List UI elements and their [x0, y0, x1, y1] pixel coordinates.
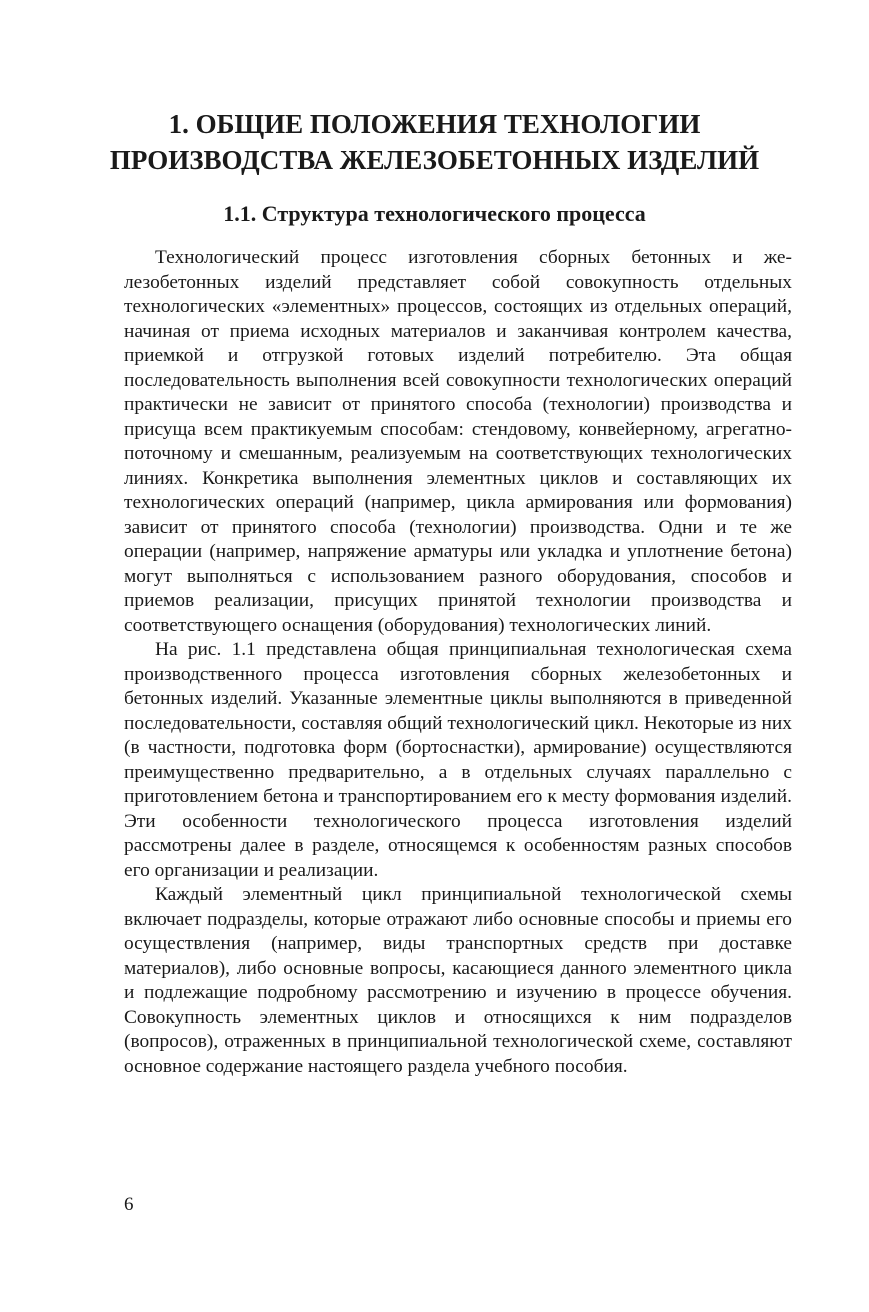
body-text	[124, 246, 792, 1079]
section-title: 1.1. Структура технологического процесса	[223, 201, 646, 226]
paragraph-1: Технологический процесс изготовления сборных бетонных и железобетонных изделий представляет собой совокупность отдельных технологических «элементных» процессов, состоящих из отдельных операций, начиная от приема исходных материалов и заканчивая контролем качества, приемкой и отгрузкой готовых изделий потребителю. Эта общая последовательность выполнения всей совокупности технологических операций практически не зависит от принятого способа (технологии) производства и присуща всем практикуемым способам: стендовому, конвейерному, агрегатно-поточному и смешанным, реализуемым на соответствующих технологических линиях. Конкретика выполнения элементных циклов и составляющих их технологических операций (например, цикла армирования или формования) зависит от принятого способа (технологии) производства. Одни и те же операции (например, напряжение арматуры или укладка и уплотнение бетона) могут выполняться с использованием разного оборудования, способов и приемов реализации, присущих принятой технологии производства и соответствующего оснащения (оборудования) технологических линий.	[124, 247, 792, 636]
chapter-title-line-2: ПРОИЗВОДСТВА ЖЕЛЕЗОБЕТОННЫХ ИЗДЕЛИЙ	[109, 145, 760, 175]
page-number: 6	[124, 1194, 134, 1215]
paragraph-2: На рис. 1.1 представлена общая принципиальная технологическая схема производственного процесса изготовления сборных железобетонных и бетонных изделий. Указанные элементные циклы выполняются в приведенной последовательности, составляя общий технологический цикл. Некоторые из них (в частности, подготовка форм (бортоснастки), армирование) осуществляются преимущественно предварительно, а в отдельных случаях параллельно с приготовлением бетона и транспортированием его к месту формования изделий. Эти особенности технологического процесса изготовления изделий рассмотрены далее в разделе, относящемся к особенностям разных способов его организации и реализации.	[124, 639, 792, 881]
chapter-title-line-1: 1. ОБЩИЕ ПОЛОЖЕНИЯ ТЕХНОЛОГИИ	[168, 109, 701, 139]
chapter-title	[100, 106, 769, 178]
paragraph-3: Каждый элементный цикл принципиальной технологической схемы включает подразделы, которые отражают либо основные способы и приемы его осуществления (например, виды транспортных средств при доставке материалов), либо основные вопросы, касающиеся данного элементного цикла и подлежащие подробному рассмотрению и изучению в процессе обучения. Совокупность элементных циклов и относящихся к ним подразделов (вопросов), отраженных в принципиальной технологической схеме, составляют основное содержание настоящего раздела учебного пособия.	[124, 884, 792, 1077]
